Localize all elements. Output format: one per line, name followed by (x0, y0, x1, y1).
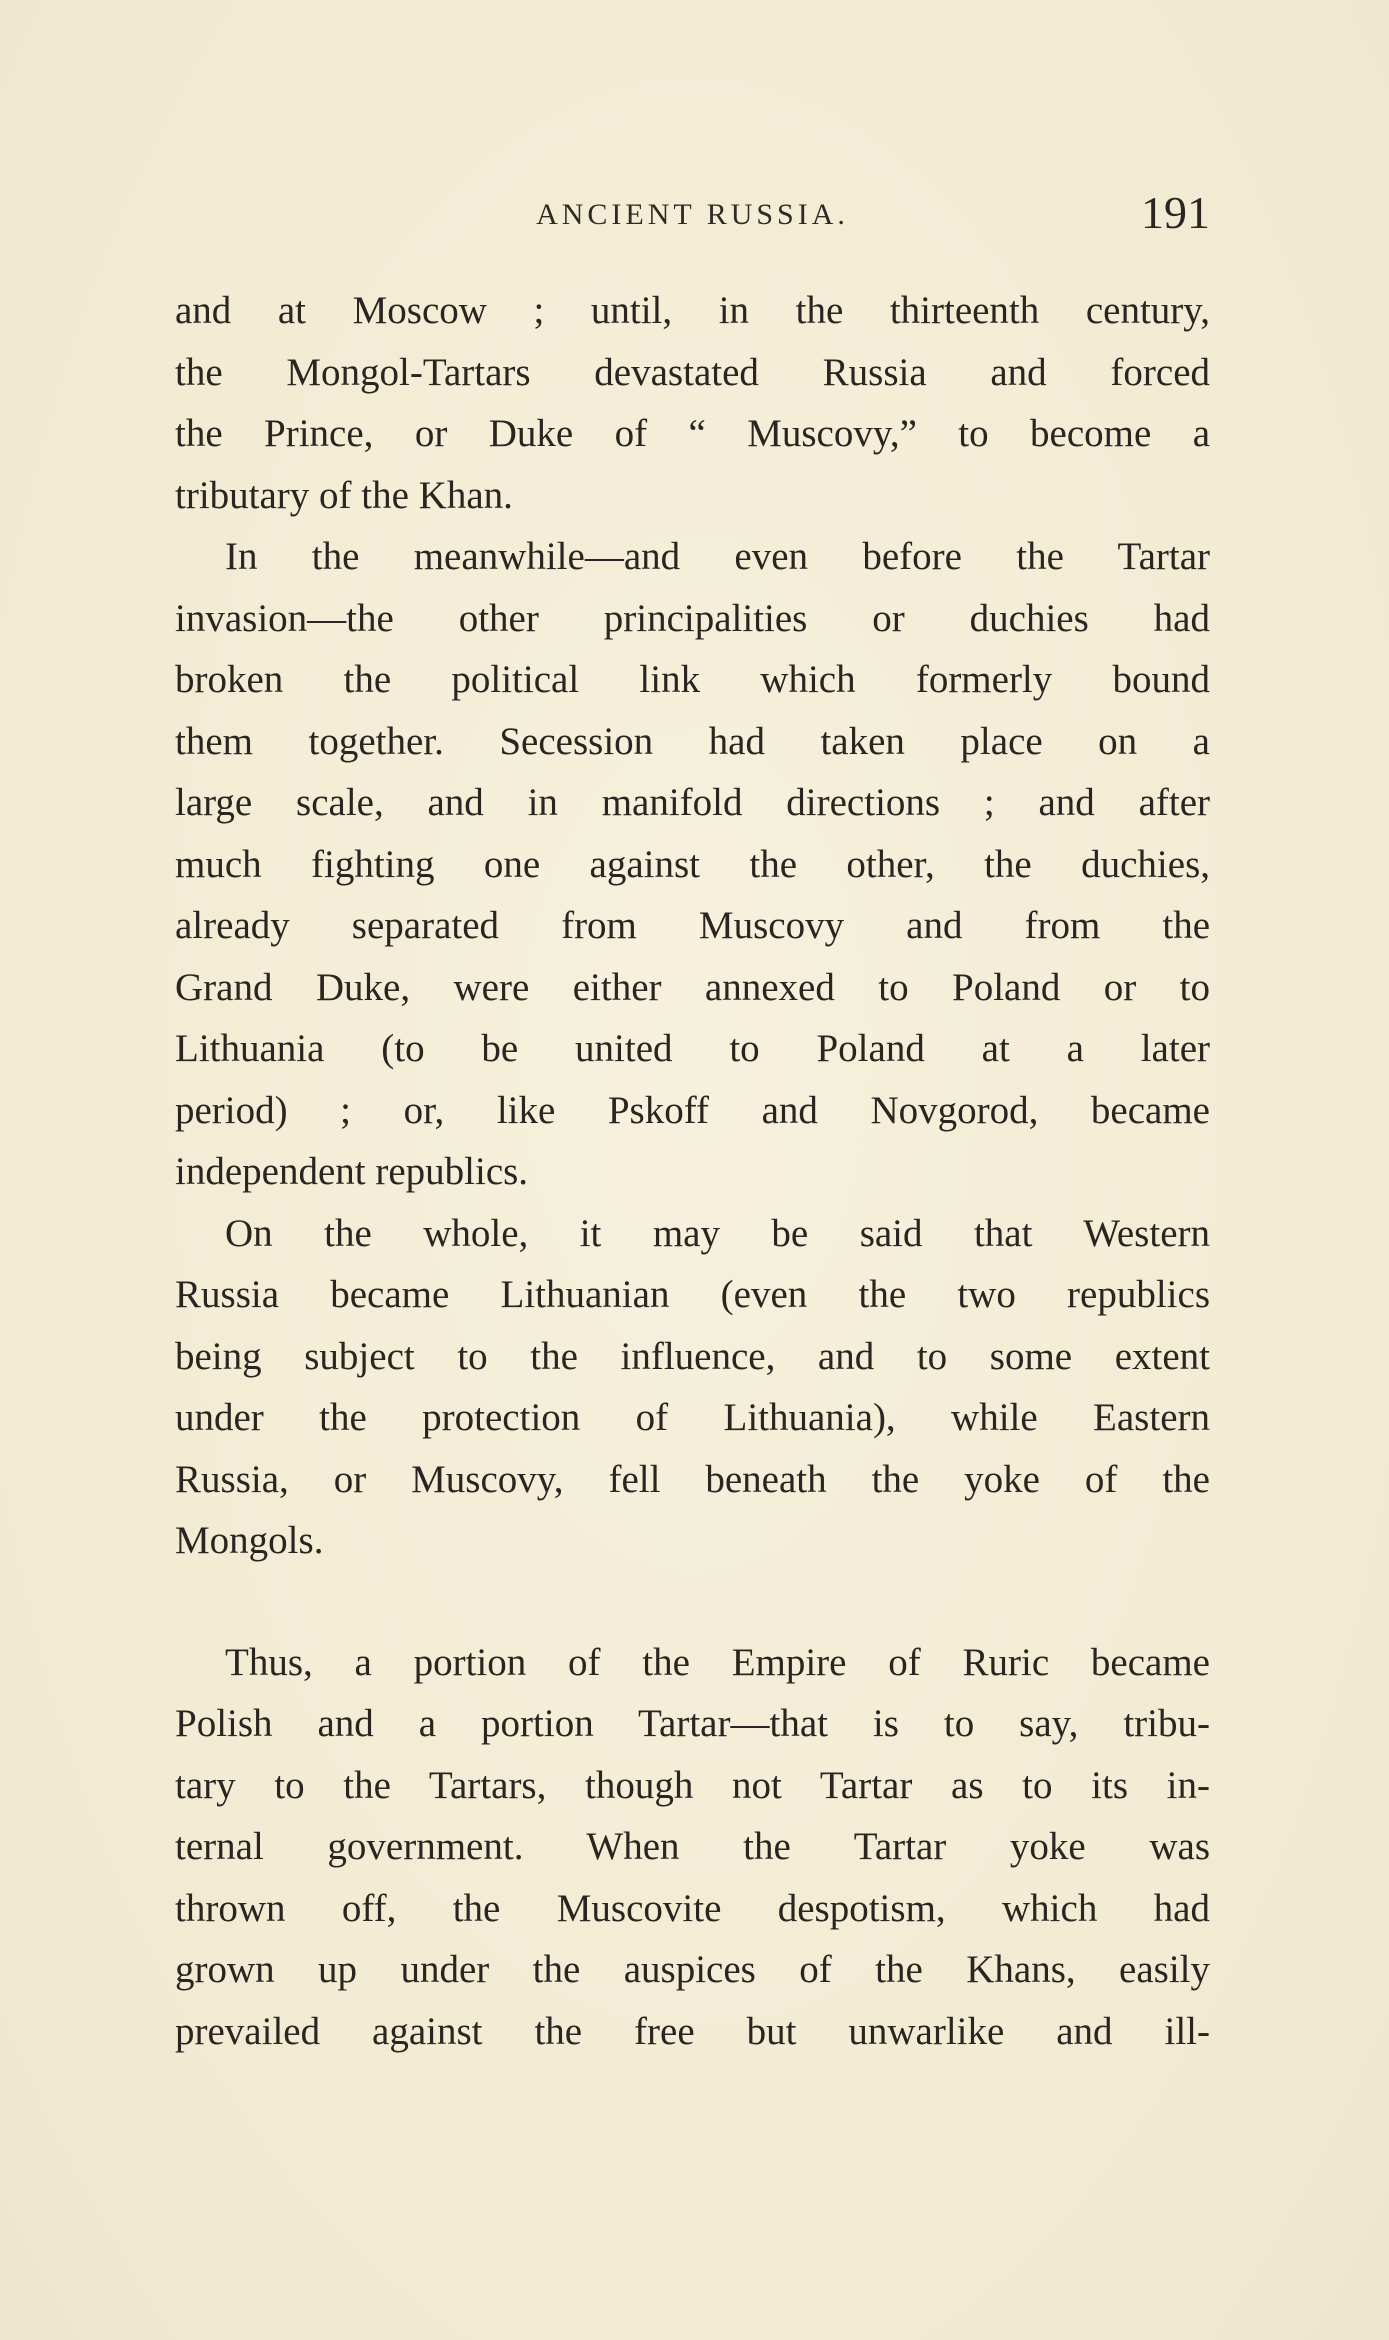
text-line: under the protection of Lithuania), while Eastern (175, 1396, 1210, 1439)
text-line: tary to the Tartars, though not Tartar as to its in- (175, 1763, 1210, 1807)
running-head (175, 186, 1210, 246)
paragraph-4 (175, 1632, 1210, 2063)
text-line: Russia became Lithuanian (even the two republics (175, 1273, 1210, 1316)
text-line: ternal government. When the Tartar yoke was (175, 1825, 1210, 1868)
text-line: invasion—the other principalities or duchies had (175, 596, 1210, 640)
text-line: In the meanwhile—and even before the Tartar (225, 535, 1210, 578)
text-line: large scale, and in manifold directions ; and after (175, 781, 1210, 824)
running-title: ANCIENT RUSSIA. (536, 198, 849, 231)
text-line: much fighting one against the other, the duchies, (175, 842, 1210, 886)
text-line: Lithuania (to be united to Poland at a later (175, 1027, 1210, 1070)
text-line: On the whole, it may be said that Western (225, 1211, 1210, 1255)
text-line: Mongols. (175, 1519, 324, 1562)
text-line: Polish and a portion Tartar—that is to say, tribu- (175, 1702, 1210, 1745)
paragraph-2 (175, 526, 1210, 1203)
page-number: 191 (1141, 187, 1210, 238)
text-line: broken the political link which formerly bound (175, 658, 1210, 701)
text-line: independent republics. (175, 1150, 529, 1193)
text-line: Thus, a portion of the Empire of Ruric became (225, 1640, 1210, 1684)
text-line: Grand Duke, were either annexed to Poland or to (175, 965, 1210, 1009)
text-line: them together. Secession had taken place on a (175, 719, 1210, 763)
section-gap (175, 1572, 1210, 1632)
text-line: the Mongol-Tartars devastated Russia and forced (175, 350, 1210, 394)
text-line: and at Moscow ; until, in the thirteenth century, (175, 289, 1210, 332)
text-line: the Prince, or Duke of “ Muscovy,” to become a (175, 412, 1210, 455)
text-line: thrown off, the Muscovite despotism, which had (175, 1886, 1210, 1930)
paragraph-3 (175, 1203, 1210, 1572)
paragraph-1 (175, 280, 1210, 526)
text-line: prevailed against the free but unwarlike and ill- (175, 2009, 1210, 2053)
text-line: period) ; or, like Pskoff and Novgorod, became (175, 1088, 1210, 1132)
text-line: tributary of the Khan. (175, 473, 513, 517)
text-line: Russia, or Muscovy, fell beneath the yoke of the (175, 1457, 1210, 1501)
body-text (175, 280, 1210, 2062)
text-line: being subject to the influence, and to some extent (175, 1334, 1210, 1378)
text-line: grown up under the auspices of the Khans, easily (175, 1948, 1210, 1991)
text-line: already separated from Muscovy and from the (175, 904, 1210, 947)
